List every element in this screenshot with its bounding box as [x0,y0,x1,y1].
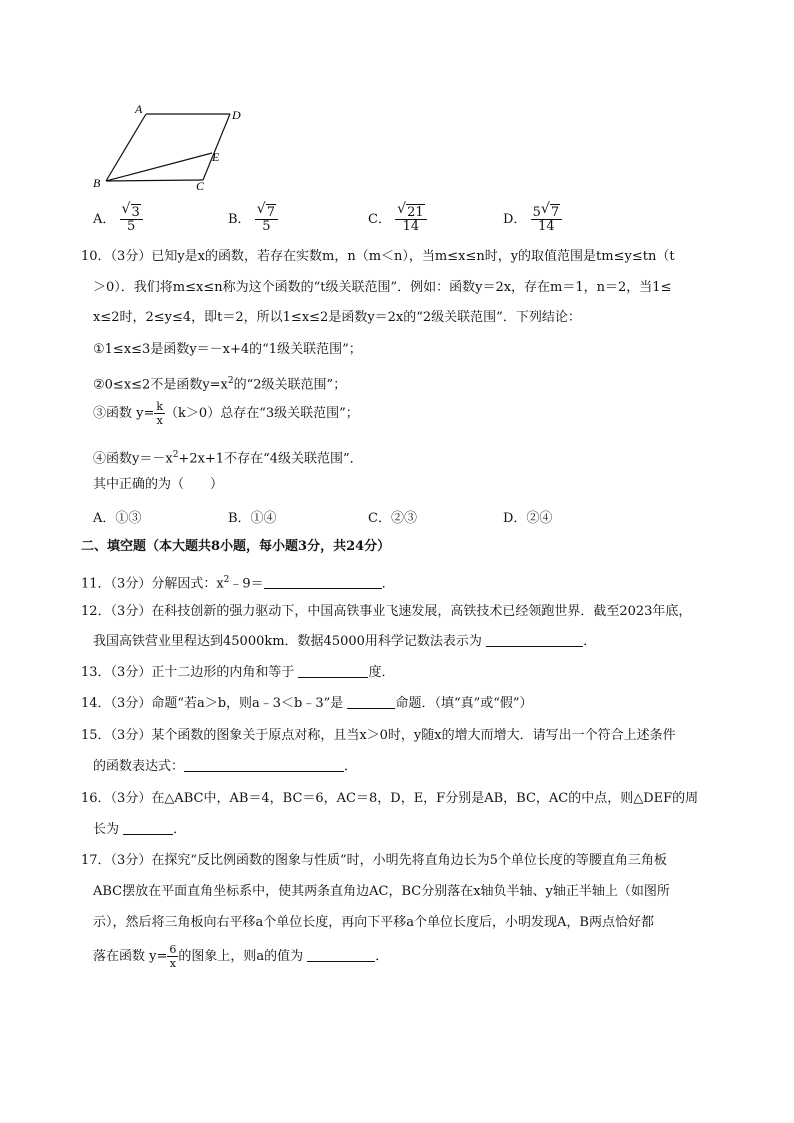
q10-conclusion-3: ③函数 y= $\frac{k}{x}$ （k＞0）总存在“3级关联范围”； [93,400,359,427]
segment-be [106,153,212,181]
label-e: E [212,150,220,164]
q14-answer-blank[interactable] [347,694,395,709]
q13-answer-blank[interactable] [298,663,368,678]
q9-option-c[interactable]: C． √ 21 14 [368,206,427,233]
label-d: D [232,108,241,122]
q16-line-2: 长为 ． [93,822,187,837]
q10-conclusion-1: ①1≤x≤3是函数y＝－x+4的“1级关联范围”； [93,342,362,357]
q15-answer-blank[interactable] [184,757,344,772]
q10-option-a[interactable]: A．①③ [93,511,142,526]
q15-line-2: 的函数表达式： ． [93,759,358,774]
edge-ab [106,114,146,181]
q9-option-d[interactable]: D． 5 √ 7 14 [503,206,562,233]
q9-option-a[interactable]: A． √ 3 5 [93,206,143,233]
q14: 14．（3分）命题“若a＞b，则a﹣3＜b﹣3”是 命题．（填“真”或“假”） [81,696,533,711]
q17-answer-blank[interactable] [307,947,375,962]
q10-conclusion-2: ②0≤x≤2不是函数$y=x^2$的“2级关联范围”； [93,376,347,393]
q9-option-b[interactable]: B． √ 7 5 [228,206,278,233]
q12-answer-blank[interactable] [486,632,583,647]
q12-line-2: 我国高铁营业里程达到45000km．数据45000用科学记数法表示为 ． [93,634,597,649]
q12-line-1: 12．（3分）在科技创新的强力驱动下，中国高铁事业飞速发展，高铁技术已经领跑世界．截至2023年底， [81,604,692,619]
q10-option-c[interactable]: C．②③ [368,511,417,526]
q17-line-3: 示），然后将三角板向右平移a个单位长度，再向下平移a个单位长度后，小明发现A，B两点恰好都 [93,915,654,930]
q11-answer-blank[interactable] [264,574,382,589]
q10-line-1: 10．（3分）已知y是x的函数，若存在实数m，n（m＜n），当m≤x≤n时，y的取值范围是tm≤y≤tn（t [81,249,675,264]
q16-line-1: 16．（3分）在△ABC中，AB＝4，BC＝6，AC＝8，D，E，F分别是AB，BC，AC的中点，则△DEF的周 [81,791,699,806]
edge-bc [106,180,203,181]
q10-question: 其中正确的为（ ） [93,477,224,492]
q13: 13．（3分）正十二边形的内角和等于 度． [81,665,395,680]
q10-option-b[interactable]: B．①④ [228,511,277,526]
label-c: C [196,179,205,193]
parallelogram-figure [90,100,260,195]
q17-line-2: ABC摆放在平面直角坐标系中，使其两条直角边AC，BC分别落在x轴负半轴、y轴正半轴上（如图所 [93,884,670,899]
edge-dc [203,114,230,180]
label-a: A [135,102,143,116]
q10-option-d[interactable]: D．②④ [503,511,553,526]
q16-answer-blank[interactable] [123,820,173,835]
q10-line-2: ＞0）．我们将m≤x≤n称为这个函数的“t级关联范围”．例如：函数y＝2x，存在m＝1，n＝2，当1≤ [93,280,672,295]
section-heading: 二、填空题（本大题共8小题，每小题3分，共24分） [81,539,391,554]
q17-line-4: 落在函数 y= $\frac{6}{x}$ 的图象上，则a的值为 ． [93,943,389,970]
q17-line-1: 17．（3分）在探究“反比例函数的图象与性质”时，小明先将直角边长为5个单位长度的等腰直角三角板 [81,853,667,868]
q10-line-3: x≤2时，2≤y≤4，即t＝2，所以1≤x≤2是函数y＝2x的“2级关联范围”．下列结论： [93,310,581,325]
q11: 11．（3分）分解因式：$x^2﹣9=$ ． [81,575,395,592]
q10-conclusion-4: ④函数$y=-x^2+2x+1$不存在“4级关联范围”． [93,450,363,467]
q15-line-1: 15．（3分）某个函数的图象关于原点对称，且当x＞0时，y随x的增大而增大．请写出一个符合上述条件 [81,728,676,743]
label-b: B [93,176,101,190]
